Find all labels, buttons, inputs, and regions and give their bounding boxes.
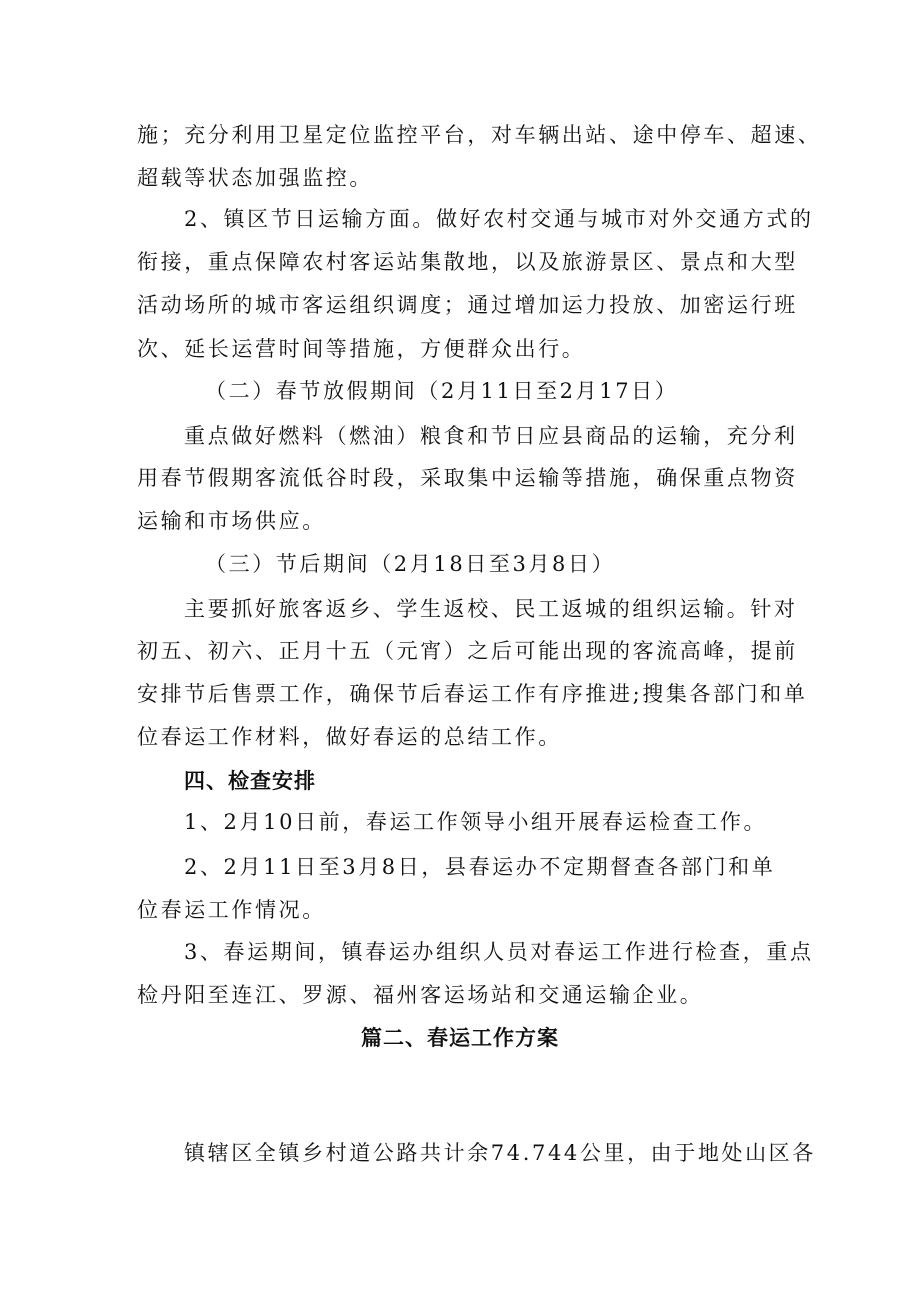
paragraph-line: 安排节后售票工作，确保节后春运工作有序推进;搜集各部门和单 <box>137 682 808 706</box>
paragraph-line: 运输和市场供应。 <box>137 509 326 533</box>
paragraph-line: 超载等状态加强监控。 <box>137 166 373 190</box>
paragraph-line: 主要抓好旅客返乡、学生返校、民工返城的组织运输。针对 <box>184 597 798 621</box>
paragraph-line: 位春运工作情况。 <box>137 898 326 922</box>
section-heading: 四、检查安排 <box>184 769 316 793</box>
paragraph-line: 2、镇区节日运输方面。做好农村交通与城市对外交通方式的 <box>184 207 814 231</box>
paragraph-line: 重点做好燃料（燃油）粮食和节日应县商品的运输，充分利 <box>184 424 798 448</box>
paragraph-line: 初五、初六、正月十五（元宵）之后可能出现的客流高峰，提前 <box>137 639 798 663</box>
paragraph-line: 施；充分利用卫星定位监控平台，对车辆出站、途中停车、超速、 <box>137 123 822 147</box>
document-title: 篇二、春运工作方案 <box>361 1026 559 1050</box>
paragraph-line: 1、2月10日前，春运工作领导小组开展春运检查工作。 <box>184 810 768 834</box>
paragraph-line: 检丹阳至连江、罗源、福州客运场站和交通运输企业。 <box>137 983 704 1007</box>
paragraph-line: 位春运工作材料，做好春运的总结工作。 <box>137 725 562 749</box>
paragraph-line: 活动场所的城市客运组织调度；通过增加运力投放、加密运行班 <box>137 293 798 317</box>
paragraph-line: 次、延长运营时间等措施，方便群众出行。 <box>137 337 586 361</box>
paragraph-line: 2、2月11日至3月8日，县春运办不定期督查各部门和单 <box>184 855 776 879</box>
paragraph-line: 镇辖区全镇乡村道公路共计余74.744公里，由于地处山区各 <box>184 1141 816 1165</box>
section-subheading: （二）春节放假期间（2月11日至2月17日） <box>205 379 679 403</box>
paragraph-line: 用春节假期客流低谷时段，采取集中运输等措施，确保重点物资 <box>137 466 798 490</box>
paragraph-line: 衔接，重点保障农村客运站集散地，以及旅游景区、景点和大型 <box>137 250 798 274</box>
section-subheading: （三）节后期间（2月18日至3月8日） <box>205 552 616 576</box>
paragraph-line: 3、春运期间，镇春运办组织人员对春运工作进行检查，重点 <box>184 940 814 964</box>
